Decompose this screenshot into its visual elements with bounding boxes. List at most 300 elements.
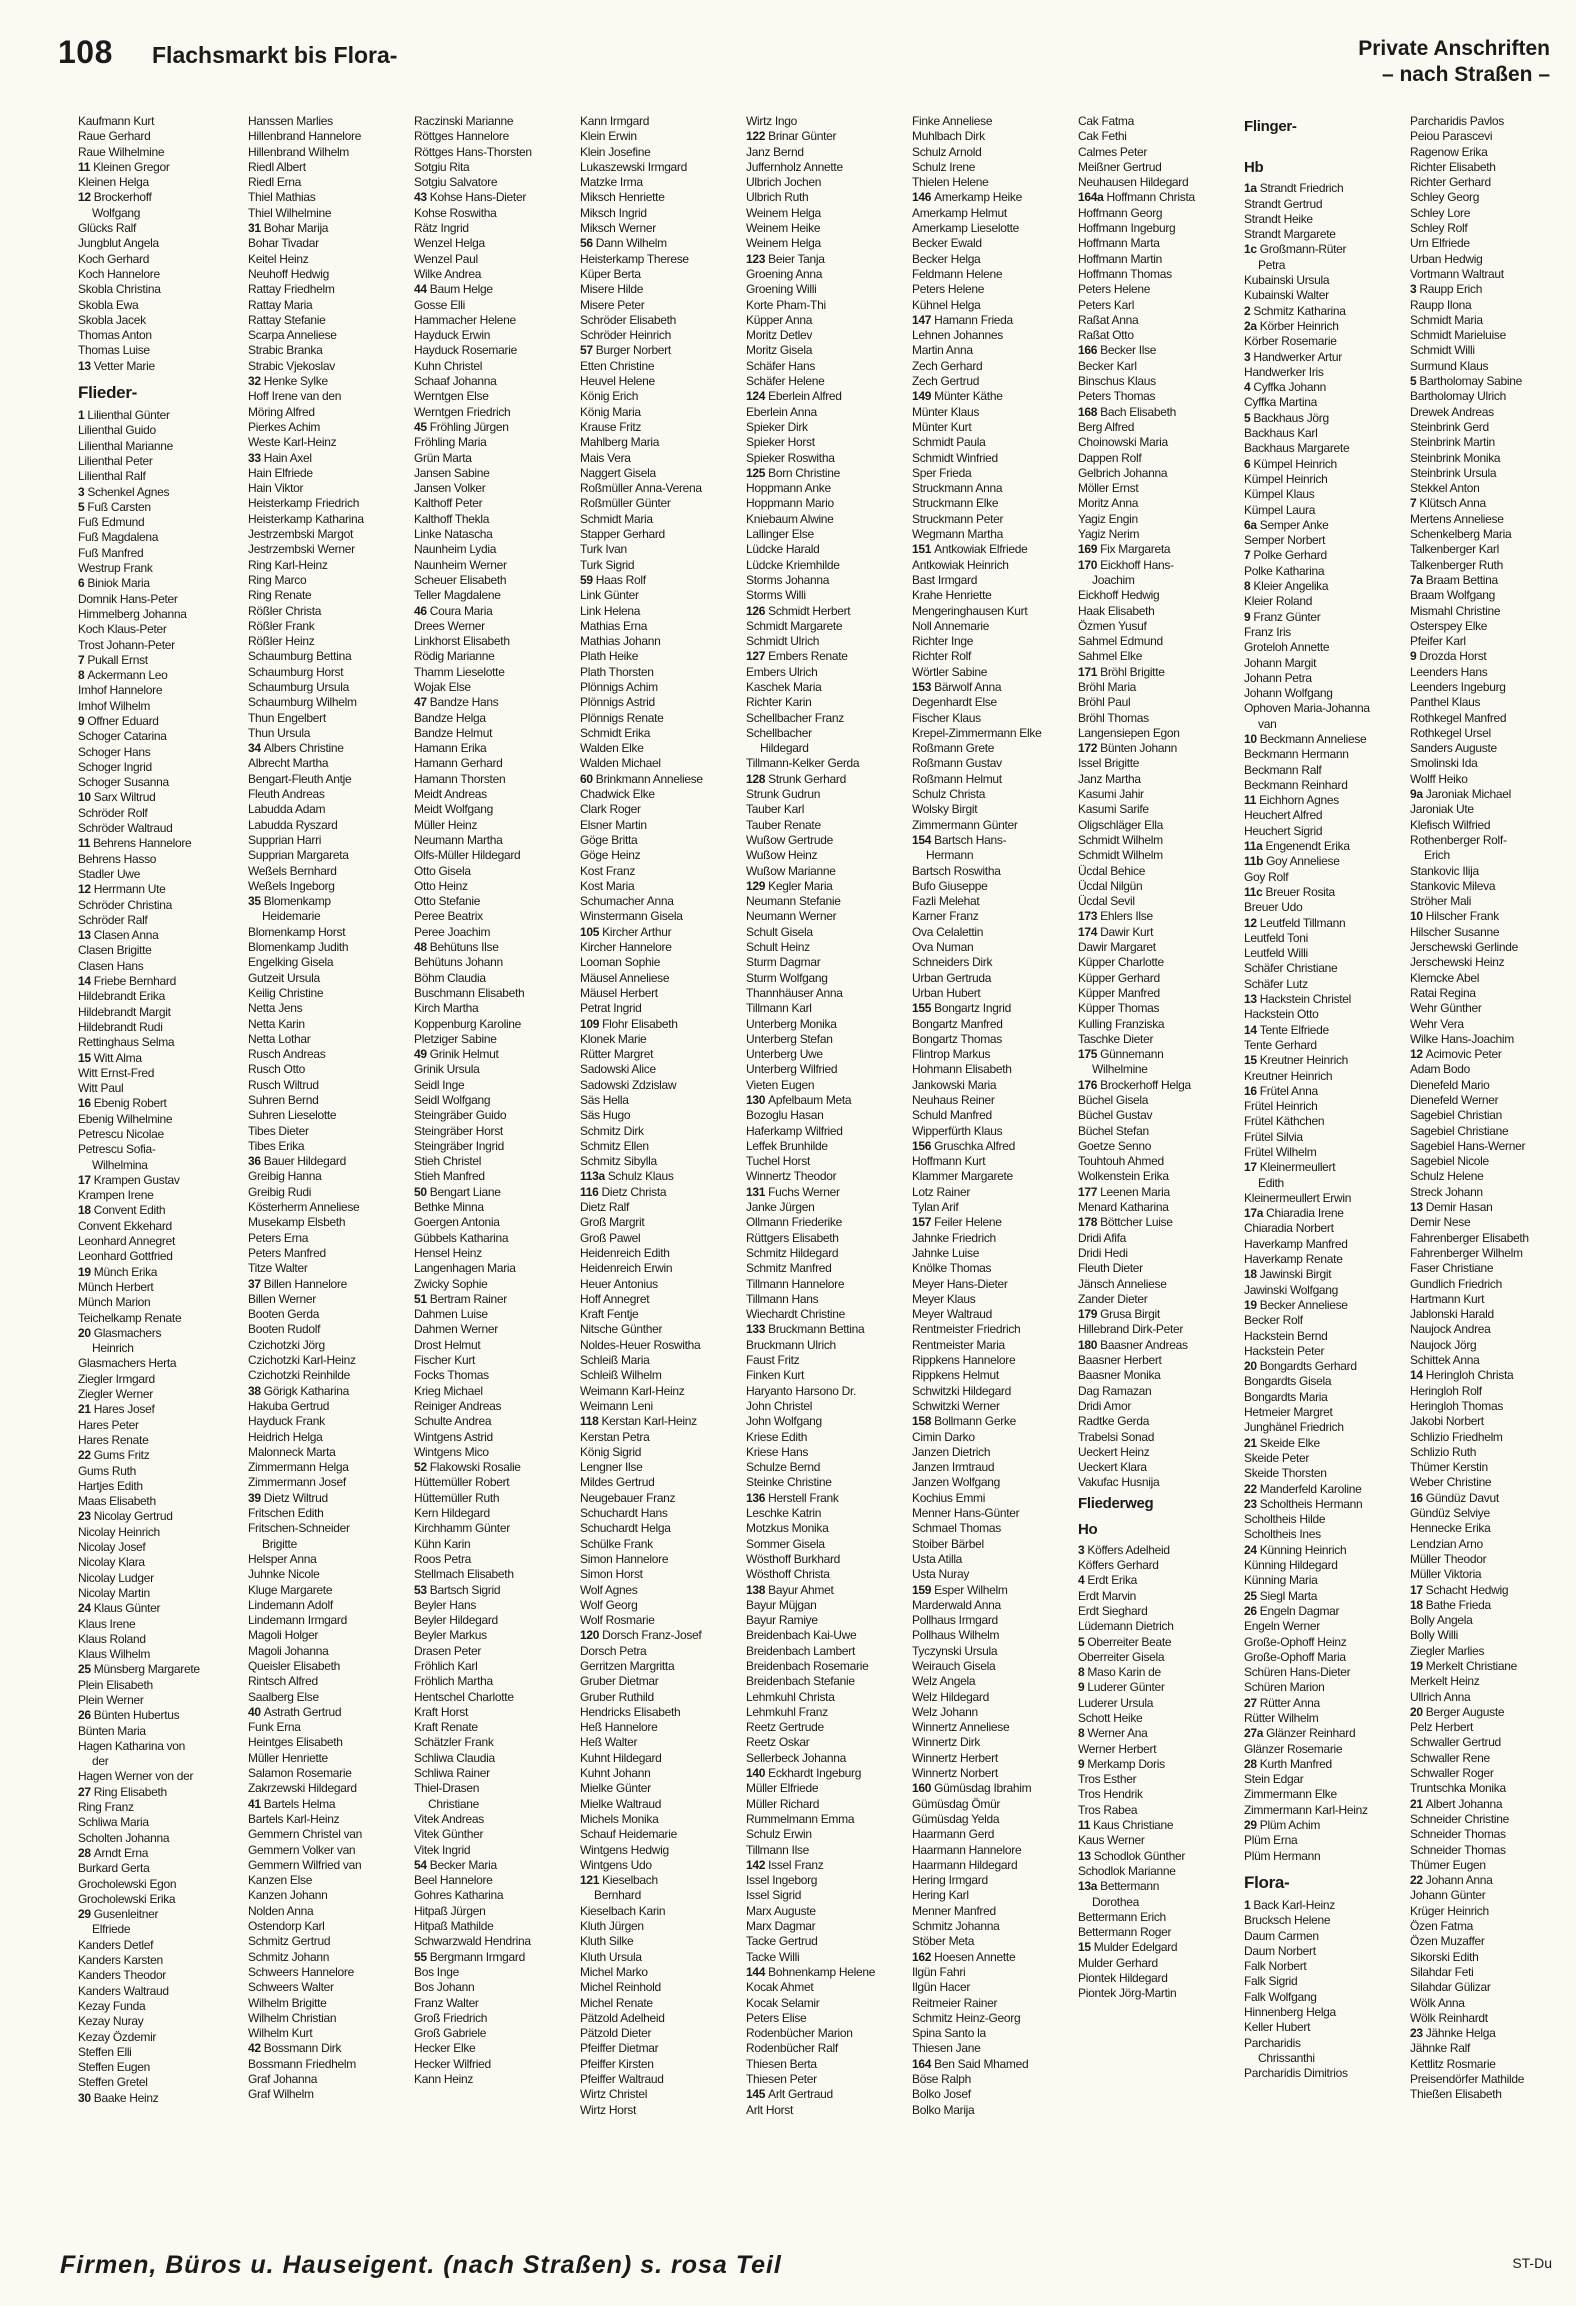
listing-entry: Beyler Hildegard — [414, 1613, 498, 1628]
listing-entry: Kalthoff Peter — [414, 496, 483, 511]
listing-entry: 56 Dann Wilhelm — [580, 236, 667, 251]
listing-entry: Koch Klaus-Peter — [78, 622, 167, 637]
listing-entry: Skobla Ewa — [78, 297, 139, 312]
house-number: 6 — [78, 576, 85, 591]
house-number: 160 — [912, 1781, 932, 1796]
listing-entry: Wußow Marianne — [746, 863, 836, 878]
listing-entry: Kost Franz — [580, 863, 636, 878]
listing-entry: Müller Richard — [746, 1796, 820, 1811]
house-number: 14 — [78, 974, 91, 989]
listing-entry: Riedl Albert — [248, 159, 306, 174]
listing-entry: Franz Iris — [1244, 624, 1292, 639]
listing-entry: Schmidt Maria — [1410, 312, 1483, 327]
listing-entry: Kulling Franziska — [1078, 1016, 1165, 1031]
listing-entry: Burkard Gerta — [78, 1861, 150, 1876]
listing-entry: Behrens Hasso — [78, 851, 157, 866]
house-number: 53 — [414, 1582, 427, 1597]
listing-entry: Brucksch Helene — [1244, 1913, 1331, 1928]
listing-entry: 9 Luderer Günter — [1078, 1680, 1165, 1695]
listing-entry: Becker Helga — [912, 251, 981, 266]
listing-entry: Polke Katharina — [1244, 563, 1325, 578]
listing-entry: Bufo Giuseppe — [912, 878, 988, 893]
listing-entry: 17 Schacht Hedwig — [1410, 1582, 1509, 1597]
listing-entry: Plönnigs Renate — [580, 710, 664, 725]
listing-entry: Pfeiffer Waltraud — [580, 2072, 664, 2086]
listing-entry: Peters Manfred — [248, 1245, 326, 1260]
house-number: 16 — [1244, 1083, 1257, 1098]
listing-entry: Klaus Irene — [78, 1616, 136, 1631]
listing-entry: Ilgün Hacer — [912, 1980, 971, 1995]
house-number: 24 — [78, 1601, 91, 1616]
listing-entry: Hoff Annegret — [580, 1291, 650, 1306]
listing-entry: Kanders Karsten — [78, 1953, 163, 1968]
listing-entry: Janzen Dietrich — [912, 1444, 991, 1459]
listing-entry: Jänsch Anneliese — [1078, 1276, 1167, 1291]
listing-entry: Schmidt Winfried — [912, 450, 998, 465]
listing-entry: Pätzold Dieter — [580, 2026, 652, 2041]
listing-entry: Peree Joachim — [414, 924, 491, 939]
listing-entry: Becker Rolf — [1244, 1313, 1303, 1328]
listing-entry: Glasmachers Herta — [78, 1356, 177, 1371]
listing-entry: 1c Großmann-Rüter — [1244, 242, 1347, 257]
listing-entry: 34 Albers Christine — [248, 741, 344, 756]
listing-entry: Meyer Waltraud — [912, 1307, 993, 1322]
listing-entry: Urban Gertruda — [912, 970, 992, 985]
listing-entry: 153 Bärwolf Anna — [912, 679, 1002, 694]
listing-entry: 2 Schmitz Katharina — [1244, 303, 1346, 318]
listing-entry: Özmen Yusuf — [1078, 618, 1147, 633]
listing-entry: Lehmkuhl Christa — [746, 1689, 835, 1704]
listing-entry: Link Helena — [580, 603, 641, 618]
house-number: 46 — [414, 603, 427, 618]
listing-entry: Baasner Herbert — [1078, 1353, 1162, 1368]
listing-entry: Falk Sigrid — [1244, 1974, 1298, 1989]
listing-entry: Schröder Elisabeth — [580, 312, 676, 327]
listing-entry: Schodlok Marianne — [1078, 1863, 1176, 1878]
house-number: 13 — [1078, 1848, 1091, 1863]
listing-entry: Rütter Wilhelm — [1244, 1710, 1319, 1725]
listing-entry: 177 Leenen Maria — [1078, 1184, 1170, 1199]
listing-entry: Moritz Detlev — [746, 328, 813, 343]
listing-entry: Behütuns Johann — [414, 955, 503, 970]
listing-entry: Wolsky Birgit — [912, 802, 978, 817]
listing-entry: 28 Kurth Manfred — [1244, 1756, 1332, 1771]
listing-entry: 15 Mulder Edelgard — [1078, 1940, 1178, 1955]
listing-entry: Scarpa Anneliese — [248, 328, 337, 343]
listing-entry: Fröhlich Martha — [414, 1674, 493, 1689]
listing-entry: Hering Karl — [912, 1888, 969, 1903]
house-number: 32 — [248, 374, 261, 389]
house-number: 7 — [78, 652, 85, 667]
listing-entry: Schmitz Manfred — [746, 1261, 832, 1276]
listing-entry: Schuchardt Hans — [580, 1506, 668, 1521]
listing-entry: Talkenberger Karl — [1410, 542, 1499, 557]
listing-entry: 131 Fuchs Werner — [746, 1184, 840, 1199]
house-number: 9 — [1410, 649, 1417, 664]
listing-entry: Merkelt Heinz — [1410, 1674, 1480, 1689]
listing-entry: Thamm Lieselotte — [414, 664, 505, 679]
listing-entry: Janke Jürgen — [746, 1200, 815, 1215]
house-number: 9a — [1410, 787, 1423, 802]
listing-entry: Tuchel Horst — [746, 1154, 810, 1169]
listing-entry: Amerkamp Helmut — [912, 205, 1007, 220]
listing-entry: Mais Vera — [580, 450, 631, 465]
listing-entry: König Erich — [580, 389, 639, 404]
listing-entry: Zimmermann Helga — [248, 1460, 349, 1475]
listing-entry: Weirauch Gisela — [912, 1658, 996, 1673]
listing-entry: 159 Esper Wilhelm — [912, 1582, 1008, 1597]
listing-entry: Handwerker Iris — [1244, 364, 1324, 379]
listing-entry: 13 Vetter Marie — [78, 358, 155, 373]
listing-entry: Winnertz Anneliese — [912, 1720, 1010, 1735]
house-number: 37 — [248, 1276, 261, 1291]
listing-entry: Breidenbach Lambert — [746, 1643, 856, 1658]
house-number: 10 — [1410, 909, 1423, 924]
listing-entry: Strandt Heike — [1244, 211, 1313, 226]
listing-entry: 7 Pukall Ernst — [78, 652, 148, 667]
house-number: 12 — [1410, 1047, 1423, 1062]
listing-entry: Stein Edgar — [1244, 1772, 1304, 1787]
listing-entry: Schwaller Gertrud — [1410, 1735, 1501, 1750]
street-heading: Flora- — [1244, 1872, 1290, 1892]
listing-continuation: Brigitte — [262, 1536, 297, 1551]
listing-entry: Beckmann Ralf — [1244, 762, 1322, 777]
listing-entry: Booten Gerda — [248, 1307, 320, 1322]
listing-entry: Hoffmann Marta — [1078, 236, 1160, 251]
listing-entry: Ilgün Fahri — [912, 1964, 966, 1979]
listing-entry: Rothkegel Ursel — [1410, 725, 1491, 740]
house-number: 59 — [580, 572, 593, 587]
listing-entry: Krieg Michael — [414, 1383, 483, 1398]
listing-entry: 37 Billen Hannelore — [248, 1276, 348, 1291]
listing-entry: Hain Viktor — [248, 481, 304, 496]
listing-entry: Klemcke Abel — [1410, 970, 1480, 985]
listing-entry: Breidenbach Kai-Uwe — [746, 1628, 857, 1643]
house-number: 17 — [78, 1172, 91, 1187]
listing-entry: 6a Semper Anke — [1244, 517, 1329, 532]
house-number: 54 — [414, 1857, 427, 1872]
listing-entry: Steingräber Ingrid — [414, 1138, 504, 1153]
listing-entry: Grinik Ursula — [414, 1062, 480, 1077]
listing-entry: Bossmann Friedhelm — [248, 2056, 356, 2071]
house-number: 11a — [1244, 839, 1263, 854]
listing-entry: Hagen Werner von der — [78, 1769, 194, 1784]
listing-entry: Pollhaus Irmgard — [912, 1613, 998, 1628]
house-number: 12 — [78, 190, 91, 205]
house-number: 159 — [912, 1582, 932, 1597]
listing-entry: Özen Muzaffer — [1410, 1934, 1485, 1949]
listing-entry: Hayduck Rosemarie — [414, 343, 517, 358]
house-number: 174 — [1078, 924, 1098, 939]
listing-entry: Welz Hildegard — [912, 1689, 989, 1704]
listing-entry: Langenhagen Maria — [414, 1261, 516, 1276]
listing-entry: Schaaf Johanna — [414, 374, 497, 389]
listing-entry: Wenzel Helga — [414, 236, 485, 251]
listing-entry: Kleinen Helga — [78, 175, 149, 190]
listing-entry: Krause Fritz — [580, 419, 642, 434]
listing-entry: Mismahl Christine — [1410, 603, 1501, 618]
house-number: 3 — [1410, 282, 1417, 297]
listing-entry: 21 Hares Josef — [78, 1402, 155, 1417]
listing-entry: Miksch Henriette — [580, 190, 665, 205]
listing-entry: 175 Günnemann — [1078, 1047, 1164, 1062]
listing-entry: Pätzold Adelheid — [580, 2010, 665, 2025]
listing-entry: 6 Biniok Maria — [78, 576, 150, 591]
listing-entry: Bröhl Maria — [1078, 679, 1137, 694]
listing-entry: Hitpaß Mathilde — [414, 1919, 494, 1934]
listing-entry: Luderer Ursula — [1078, 1695, 1154, 1710]
listing-entry: Michels Monika — [580, 1811, 659, 1826]
listing-continuation: Chrissanthi — [1258, 2050, 1315, 2065]
listing-entry: Wösthoff Christa — [746, 1567, 830, 1582]
listing-entry: Strabic Vjekoslav — [248, 358, 335, 373]
house-number: 3 — [1078, 1542, 1085, 1557]
listing-entry: Ring Franz — [78, 1800, 134, 1815]
listing-entry: Steingräber Horst — [414, 1123, 503, 1138]
listing-entry: Ollmann Friederike — [746, 1215, 842, 1230]
listing-entry: 118 Kerstan Karl-Heinz — [580, 1414, 697, 1429]
house-number: 1 — [1244, 1897, 1251, 1912]
house-number: 7 — [1410, 496, 1417, 511]
house-number: 16 — [1410, 1490, 1423, 1505]
listing-entry: Schliwa Claudia — [414, 1750, 495, 1765]
listing-entry: Säs Hella — [580, 1093, 629, 1107]
listing-entry: Jähnke Ralf — [1410, 2041, 1471, 2056]
house-number: 151 — [912, 542, 932, 557]
listing-entry: Roßmann Grete — [912, 741, 995, 756]
listing-entry: 9 Franz Günter — [1244, 609, 1321, 624]
listing-entry: Heidenreich Edith — [580, 1245, 670, 1260]
listing-entry: Hackstein Peter — [1244, 1343, 1325, 1358]
listing-entry: Hoffmann Ingeburg — [1078, 221, 1176, 236]
listing-entry: Fazli Melehat — [912, 894, 980, 909]
listing-entry: Mielke Waltraud — [580, 1796, 662, 1811]
listing-entry: Peters Helene — [1078, 282, 1151, 297]
listing-entry: Buschmann Elisabeth — [414, 985, 525, 1000]
listing-entry: Sagebiel Nicole — [1410, 1154, 1489, 1169]
listing-entry: Krampen Irene — [78, 1188, 154, 1203]
house-number: 130 — [746, 1093, 766, 1107]
listing-entry: Thun Ursula — [248, 725, 311, 740]
listing-entry: Blomenkamp Horst — [248, 924, 346, 939]
listing-entry: Gundlich Friedrich — [1410, 1276, 1502, 1291]
listing-entry: 12 Herrmann Ute — [78, 882, 166, 897]
listing-entry: 22 Johann Anna — [1410, 1873, 1493, 1888]
house-number: 23 — [1410, 2026, 1423, 2041]
listing-entry: Taschke Dieter — [1078, 1031, 1154, 1046]
house-number: 144 — [746, 1964, 766, 1979]
listing-entry: Kösterherm Anneliese — [248, 1200, 360, 1215]
listing-entry: Rattay Friedhelm — [248, 282, 335, 297]
listing-entry: Kluge Margarete — [248, 1582, 333, 1597]
listing-entry: Tros Hendrik — [1078, 1787, 1143, 1802]
listing-entry: 51 Bertram Rainer — [414, 1291, 507, 1306]
house-number: 11 — [78, 836, 91, 851]
listing-entry: Motzkus Monika — [746, 1521, 829, 1536]
listing-entry: Steingräber Guido — [414, 1108, 507, 1123]
listing-entry: 11 Eichhorn Agnes — [1244, 793, 1339, 808]
listing-entry: 33 Hain Axel — [248, 450, 312, 465]
listing-entry: Turk Sigrid — [580, 557, 635, 572]
house-number: 22 — [1410, 1873, 1423, 1888]
listing-entry: Walden Michael — [580, 756, 661, 771]
listing-entry: Plönnigs Achim — [580, 679, 658, 694]
house-number: 164 — [912, 2056, 932, 2071]
listing-entry: Schäfer Helene — [746, 374, 825, 389]
listing-entry: Pletziger Sabine — [414, 1031, 497, 1046]
house-number: 166 — [1078, 343, 1098, 358]
footer-note: Firmen, Büros u. Hauseigent. (nach Straßen) s. rosa Teil — [60, 2251, 782, 2279]
listing-entry: Schmidt Willi — [1410, 343, 1475, 358]
listing-entry: Rothenberger Rolf- — [1410, 832, 1507, 847]
listing-entry: Parcharidis Pavlos — [1410, 114, 1504, 128]
listing-entry: Antkowiak Heinrich — [912, 557, 1009, 572]
listing-entry: Hamann Thorsten — [414, 771, 506, 786]
house-number: 142 — [746, 1857, 766, 1872]
listing-entry: 17 Kleinermeullert — [1244, 1160, 1336, 1175]
listing-entry: Beyler Markus — [414, 1628, 487, 1643]
listing-entry: 10 Sarx Wiltrud — [78, 790, 156, 805]
listing-entry: Richter Elisabeth — [1410, 159, 1496, 174]
listing-entry: 54 Becker Maria — [414, 1857, 497, 1872]
listing-entry: Steffen Elli — [78, 2044, 132, 2059]
listing-entry: Jungblut Angela — [78, 236, 159, 251]
listing-entry: Hering Irmgard — [912, 1873, 988, 1888]
listing-entry: Arlt Horst — [746, 2102, 794, 2117]
house-number: 5 — [1078, 1634, 1085, 1649]
house-number: 105 — [580, 924, 600, 939]
street-heading: Ho — [1078, 1520, 1098, 1538]
listing-entry: Lallinger Else — [746, 527, 814, 542]
street-range-title: Flachsmarkt bis Flora- — [152, 42, 398, 68]
house-number: 27 — [78, 1784, 91, 1799]
listing-entry: Peree Beatrix — [414, 909, 483, 924]
listing-entry: 5 Oberreiter Beate — [1078, 1634, 1172, 1649]
listing-entry: Menner Hans-Günter — [912, 1506, 1020, 1521]
listing-entry: Roßmann Helmut — [912, 771, 1002, 786]
listing-entry: Pfeifer Karl — [1410, 634, 1466, 649]
listing-entry: Müller Henriette — [248, 1750, 328, 1765]
listing-entry: 40 Astrath Gertrud — [248, 1704, 342, 1719]
listing-entry: Schaumburg Ursula — [248, 679, 349, 694]
listing-entry: Riedl Erna — [248, 175, 302, 190]
listing-entry: Nicolay Klara — [78, 1555, 145, 1570]
listing-entry: Daum Norbert — [1244, 1943, 1316, 1958]
listing-entry: Schröder Ralf — [78, 912, 148, 927]
listing-entry: Demir Nese — [1410, 1215, 1471, 1230]
listing-entry: Urban Hedwig — [1410, 251, 1483, 266]
listing-entry: Müller Elfriede — [746, 1781, 819, 1796]
listing-entry: Schäfer Christiane — [1244, 961, 1338, 976]
listing-entry: Rothkegel Manfred — [1410, 710, 1507, 725]
listing-entry: Münch Herbert — [78, 1279, 154, 1294]
listing-entry: Küpper Gerhard — [1078, 970, 1160, 985]
listing-entry: Weinem Helga — [746, 236, 821, 251]
listing-entry: Kann Irmgard — [580, 114, 650, 128]
listing-entry: Spieker Dirk — [746, 419, 808, 434]
house-number: 156 — [912, 1138, 932, 1153]
listing-entry: Musekamp Elsbeth — [248, 1215, 346, 1230]
listing-entry: Schmidt Paula — [912, 435, 986, 450]
listing-entry: Franz Walter — [414, 1995, 479, 2010]
listing-entry: Schulz Erwin — [746, 1827, 812, 1842]
listing-entry: Frütel Heinrich — [1244, 1099, 1318, 1114]
house-number: 21 — [1244, 1435, 1257, 1450]
listing-entry: 32 Henke Sylke — [248, 374, 328, 389]
listing-entry: Jerschewski Heinz — [1410, 955, 1505, 970]
listing-entry: 14 Tente Elfriede — [1244, 1022, 1329, 1037]
listing-entry: Wehr Vera — [1410, 1016, 1464, 1031]
listing-entry: 3 Raupp Erich — [1410, 282, 1483, 297]
listing-entry: Zander Dieter — [1078, 1291, 1148, 1306]
listing-entry: Clasen Hans — [78, 958, 144, 973]
listing-entry: Thiel Wilhelmine — [248, 205, 332, 220]
listing-entry: 23 Nicolay Gertrud — [78, 1509, 173, 1524]
listing-entry: Küper Berta — [580, 266, 641, 281]
listing-entry: Janzen Wolfgang — [912, 1475, 1001, 1490]
listing-entry: Bongartz Manfred — [912, 1016, 1003, 1031]
listing-entry: Funk Erna — [248, 1720, 301, 1735]
listing-entry: Vakufac Husnija — [1078, 1475, 1160, 1490]
listing-entry: Schellbacher — [746, 725, 812, 740]
house-number: 14 — [1244, 1022, 1257, 1037]
listing-entry: Ostendorp Karl — [248, 1919, 325, 1934]
listing-entry: Kalthoff Thekla — [414, 511, 490, 526]
listing-entry: Falk Wolfgang — [1244, 1989, 1317, 2004]
listing-entry: Labudda Ryszard — [248, 817, 338, 832]
listing-entry: Schoger Catarina — [78, 729, 167, 744]
listing-entry: Hohmann Elisabeth — [912, 1062, 1012, 1077]
listing-entry: Berg Alfred — [1078, 419, 1135, 434]
house-number: 136 — [746, 1490, 766, 1505]
house-number: 16 — [78, 1096, 91, 1111]
listing-entry: Rettinghaus Selma — [78, 1035, 175, 1050]
listing-entry: Winnertz Dirk — [912, 1735, 981, 1750]
listing-entry: Winnertz Theodor — [746, 1169, 837, 1184]
listing-entry: Ulbrich Ruth — [746, 190, 809, 205]
listing-entry: Wolf Georg — [580, 1597, 638, 1612]
listing-entry: Bos Johann — [414, 1980, 475, 1995]
listing-entry: Mäusel Herbert — [580, 985, 658, 1000]
listing-entry: 22 Gums Fritz — [78, 1448, 150, 1463]
listing-entry: Tillmann Karl — [746, 1001, 812, 1016]
listing-entry: Rödig Marianne — [414, 649, 495, 664]
listing-entry: Haarmann Gerd — [912, 1827, 995, 1842]
listing-entry: Lüdcke Kriemhilde — [746, 557, 840, 572]
listing-entry: Münter Kurt — [912, 419, 972, 434]
house-number: 28 — [78, 1845, 91, 1860]
listing-entry: Schneider Thomas — [1410, 1827, 1506, 1842]
listing-entry: Raue Gerhard — [78, 129, 151, 144]
listing-entry: Mielke Günter — [580, 1781, 651, 1796]
listing-entry: Kocak Selamir — [746, 1995, 820, 2010]
listing-entry: Sommer Gisela — [746, 1536, 825, 1551]
listing-entry: Neuhausen Hildegard — [1078, 175, 1189, 190]
house-number: 17 — [1410, 1582, 1423, 1597]
listing-entry: Bettermann Erich — [1078, 1909, 1166, 1924]
listing-entry: 176 Brockerhoff Helga — [1078, 1077, 1191, 1092]
house-number: 127 — [746, 649, 766, 664]
listing-entry: Kanzen Else — [248, 1873, 313, 1888]
listing-entry: Semper Norbert — [1244, 533, 1326, 548]
listing-entry: Bengart-Fleuth Antje — [248, 771, 352, 786]
listing-entry: Müller Heinz — [414, 817, 478, 832]
house-number: 3 — [1244, 349, 1251, 364]
listing-entry: Hammacher Helene — [414, 312, 516, 327]
listing-entry: Goetze Senno — [1078, 1138, 1152, 1153]
listing-entry: Weßels Bernhard — [248, 863, 337, 878]
listing-entry: Werner Herbert — [1078, 1741, 1157, 1756]
